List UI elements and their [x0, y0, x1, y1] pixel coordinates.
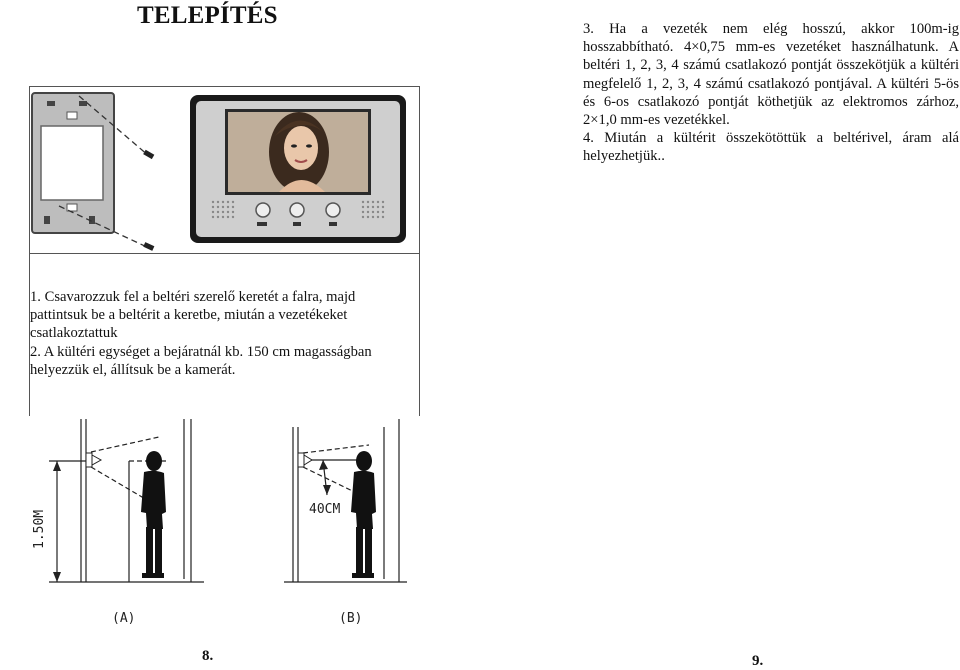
figure-a-height-diagram: [29, 417, 279, 632]
figure-b-distance-diagram: [279, 417, 429, 632]
installation-steps-3-4: [583, 20, 959, 166]
figure-a-caption: (A): [112, 611, 136, 626]
distance-label: 40CM: [309, 502, 341, 517]
step-3-text: 3. Ha a vezeték nem elég hosszú, akkor 100m-ig hosszabbítható. 4×0,75 mm-es vezetéket használhatunk. A beltéri 1, 2, 3, 4 számú csatlakozó pontját összekötjük a kültéri megfelelő 1, 2, 3, 4 számú csatlakozó pontjával. A kültéri 5-ös és 6-os csatlakozó pontját köthetjük az elektromos zárhoz, 2×1,0 mm-es vezetékkel.: [583, 21, 959, 129]
step-1-text: 1. Csavarozzuk fel a beltéri szerelő keretét a falra, majd pattintsuk be a beltérit a keretbe, miután a vezetékeket csatlakoztattuk: [30, 289, 356, 342]
page-number-left: 8.: [202, 648, 214, 664]
frame-divider: [29, 253, 420, 254]
height-label: 1.50M: [32, 509, 47, 549]
person-silhouette: [141, 451, 166, 578]
wall-bracket: [32, 93, 154, 251]
step-4-text: 4. Miután a kültérit összekötöttük a beltérivel, áram alá helyezhetjük..: [583, 130, 959, 165]
installation-steps-1-2: [30, 288, 415, 379]
person-silhouette: [351, 451, 376, 578]
page-number-right: 9.: [752, 653, 764, 669]
page-title: TELEPÍTÉS: [137, 2, 278, 29]
figure-b-caption: (B): [339, 611, 363, 626]
step-2-text: 2. A kültéri egységet a bejáratnál kb. 150 cm magasságban helyezzük el, állítsuk be a kamerát.: [30, 343, 372, 378]
indoor-monitor: [190, 95, 406, 243]
monitor-mounting-illustration: [29, 86, 420, 253]
